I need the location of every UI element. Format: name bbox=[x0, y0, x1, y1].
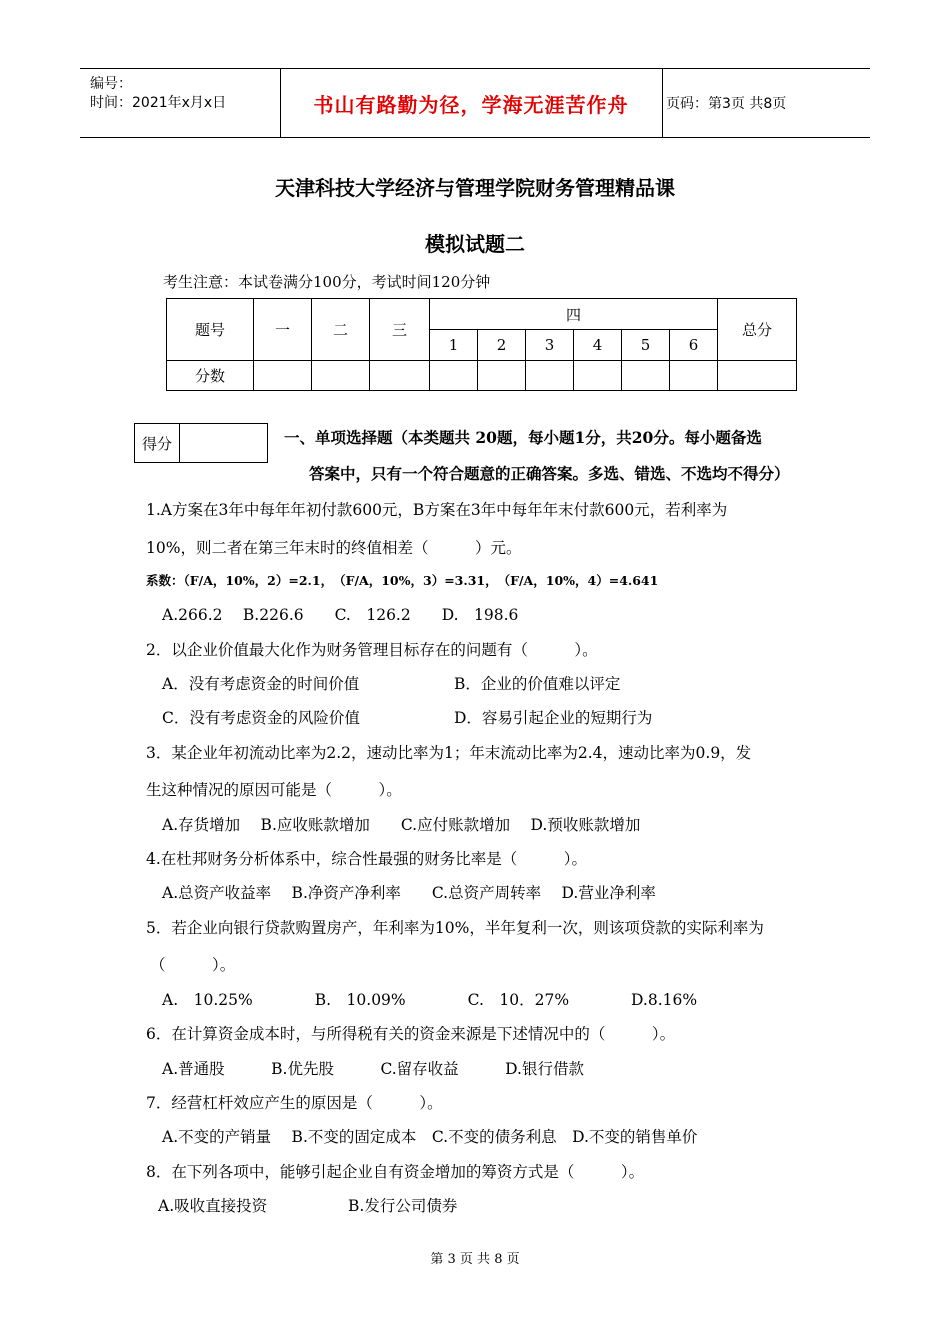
score-table-subcol: 1 bbox=[430, 330, 478, 361]
question-1-options: A.266.2 B.226.6 C. 126.2 D. 198.6 bbox=[162, 606, 519, 624]
exam-notice: 考生注意：本试卷满分100分，考试时间120分钟 bbox=[163, 273, 491, 291]
doc-title: 天津科技大学经济与管理学院财务管理精品课 bbox=[275, 176, 675, 200]
score-cell bbox=[430, 361, 478, 391]
time-label: 时间：2021年x月x日 bbox=[90, 95, 227, 111]
question-2-option-d: D．容易引起企业的短期行为 bbox=[454, 709, 653, 727]
score-cell bbox=[622, 361, 670, 391]
question-4: 4.在杜邦财务分析体系中，综合性最强的财务比率是（ ）。 bbox=[146, 850, 588, 868]
score-table-subcol: 3 bbox=[526, 330, 574, 361]
header-left bbox=[90, 75, 226, 113]
score-cell bbox=[574, 361, 622, 391]
question-8: 8．在下列各项中，能够引起企业自有资金增加的筹资方式是（ ）。 bbox=[146, 1163, 645, 1181]
question-1: 1.A方案在3年中每年年初付款600元，B方案在3年中每年年末付款600元，若利率为 bbox=[146, 501, 728, 519]
doc-subtitle: 模拟试题二 bbox=[425, 232, 525, 256]
question-2: 2．以企业价值最大化作为财务管理目标存在的问题有（ ）。 bbox=[146, 641, 598, 659]
score-table-section-4: 四 bbox=[430, 299, 718, 330]
score-cell bbox=[478, 361, 526, 391]
question-1-cont: 10%，则二者在第三年末时的终值相差（ ）元。 bbox=[146, 539, 522, 557]
score-table-total: 总分 bbox=[718, 299, 797, 361]
score-table-row-label: 分数 bbox=[167, 361, 254, 391]
question-4-options: A.总资产收益率 B.净资产净利率 C.总资产周转率 D.营业净利率 bbox=[162, 884, 656, 902]
question-5-options: A. 10.25% B. 10.09% C. 10．27% D.8.16% bbox=[162, 991, 698, 1009]
score-cell bbox=[312, 361, 370, 391]
header-motto: 书山有路勤为径，学海无涯苦作舟 bbox=[313, 92, 629, 117]
question-1-coefficients: 系数：（F/A，10%，2）=2.1， （F/A，10%，3）=3.31， （F/A，10%，4）=4.641 bbox=[146, 573, 659, 588]
question-8-option-a: A.吸收直接投资 bbox=[158, 1197, 268, 1215]
question-3-options: A.存货增加 B.应收账款增加 C.应付账款增加 D.预收账款增加 bbox=[162, 816, 641, 834]
question-6: 6．在计算资金成本时，与所得税有关的资金来源是下述情况中的（ ）。 bbox=[146, 1025, 676, 1043]
score-table-section-2: 二 bbox=[312, 299, 370, 361]
section-1-heading: 一、单项选择题（本类题共 20题，每小题1分，共20分。每小题备选 bbox=[284, 428, 762, 447]
header-page-info: 页码：第3页 共8页 bbox=[666, 96, 787, 112]
score-box bbox=[134, 423, 268, 463]
score-cell bbox=[526, 361, 574, 391]
score-table-subcol: 4 bbox=[574, 330, 622, 361]
page-header bbox=[80, 68, 870, 138]
question-7-options: A.不变的产销量 B.不变的固定成本 C.不变的债务利息 D.不变的销售单价 bbox=[162, 1128, 698, 1146]
question-8-option-b: B.发行公司债券 bbox=[348, 1197, 458, 1215]
question-3: 3．某企业年初流动比率为2.2，速动比率为1；年末流动比率为2.4，速动比率为0.9，发 bbox=[146, 744, 752, 762]
score-table-section-1: 一 bbox=[254, 299, 312, 361]
question-6-options: A.普通股 B.优先股 C.留存收益 D.银行借款 bbox=[162, 1060, 584, 1078]
section-1-heading-cont: 答案中，只有一个符合题意的正确答案。多选、错选、不选均不得分） bbox=[309, 464, 790, 483]
score-table-subcol: 2 bbox=[478, 330, 526, 361]
score-box-label: 得分 bbox=[135, 424, 180, 462]
question-5-cont: （ ）。 bbox=[150, 956, 236, 974]
serial-label: 编号： bbox=[90, 76, 132, 92]
score-cell bbox=[370, 361, 430, 391]
score-table-subcol: 6 bbox=[670, 330, 718, 361]
score-cell bbox=[718, 361, 797, 391]
score-cell bbox=[254, 361, 312, 391]
score-table-header-label: 题号 bbox=[167, 299, 254, 361]
question-3-cont: 生这种情况的原因可能是（ ）。 bbox=[146, 781, 402, 799]
question-2-option-a: A．没有考虑资金的时间价值 bbox=[162, 675, 360, 693]
question-5: 5．若企业向银行贷款购置房产，年利率为10%，半年复利一次，则该项贷款的实际利率为 bbox=[146, 919, 764, 937]
header-divider bbox=[662, 69, 663, 137]
question-2-option-c: C．没有考虑资金的风险价值 bbox=[162, 709, 360, 727]
score-table bbox=[166, 298, 797, 391]
page-footer: 第 3 页 共 8 页 bbox=[430, 1252, 520, 1267]
question-2-option-b: B．企业的价值难以评定 bbox=[454, 675, 621, 693]
score-cell bbox=[670, 361, 718, 391]
question-7: 7．经营杠杆效应产生的原因是（ ）。 bbox=[146, 1094, 443, 1112]
score-table-section-3: 三 bbox=[370, 299, 430, 361]
score-table-subcol: 5 bbox=[622, 330, 670, 361]
